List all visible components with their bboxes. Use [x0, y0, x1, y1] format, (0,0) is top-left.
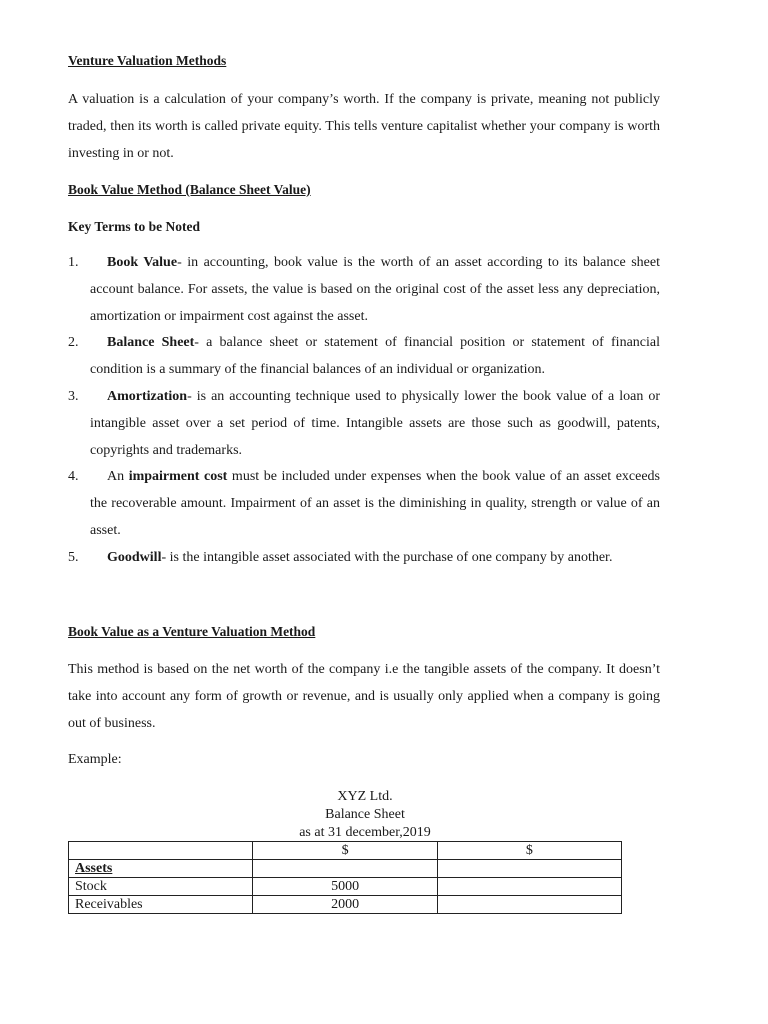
term-name: impairment cost — [128, 469, 228, 485]
section-heading-book-value-method: Book Value Method (Balance Sheet Value) — [68, 182, 311, 197]
method-paragraph: This method is based on the net worth of the company i.e the tangible assets of the company. It doesn’t take into account any form of growth or revenue, and is usually only applied when a company is going out of business. — [68, 662, 660, 731]
balance-sheet-title: Balance Sheet — [325, 807, 405, 822]
list-item — [68, 384, 660, 464]
table-cell: Stock — [69, 878, 253, 896]
table-header-cell — [69, 842, 253, 860]
table-row — [69, 896, 622, 914]
list-item — [68, 330, 660, 384]
term-name: Book Value — [107, 255, 178, 270]
table-header-cell: $ — [437, 842, 621, 860]
table-cell: Assets — [69, 860, 253, 878]
list-item-number: 4. — [68, 469, 79, 485]
key-terms-heading: Key Terms to be Noted — [68, 219, 200, 234]
term-name: Balance Sheet — [107, 335, 195, 351]
term-definition: must be included under expenses when the book value of an asset exceeds the recoverable amount. Impairment of an asset is the diminishing in quality, strength or value of an asset. — [90, 469, 660, 538]
list-item-number: 3. — [68, 388, 79, 404]
table-cell — [253, 860, 437, 878]
term-definition: - in accounting, book value is the worth of an asset according to its balance sheet account balance. For assets, the value is based on the original cost of the asset less any depreciation, amortization or impairment cost against the asset. — [90, 255, 660, 324]
table-header-row — [69, 842, 622, 860]
table-cell — [437, 860, 621, 878]
table-cell — [437, 896, 621, 914]
list-item — [68, 464, 660, 544]
term-definition: - a balance sheet or statement of financial position or statement of financial condition is a summary of the financial balances of an individual or organization. — [90, 335, 660, 378]
section-heading-book-value-venture: Book Value as a Venture Valuation Method — [68, 624, 316, 639]
example-label: Example: — [68, 752, 122, 767]
table-row — [69, 860, 622, 878]
table-cell: 5000 — [253, 878, 437, 896]
list-item-number: 5. — [68, 549, 79, 565]
balance-sheet-date: as at 31 december,2019 — [299, 825, 431, 840]
document-title: Venture Valuation Methods — [68, 53, 227, 68]
list-item — [68, 545, 660, 572]
table-cell — [437, 878, 621, 896]
balance-sheet-table — [68, 841, 622, 914]
list-item — [68, 250, 660, 330]
company-name: XYZ Ltd. — [337, 789, 393, 804]
table-header-cell: $ — [253, 842, 437, 860]
term-name: Goodwill — [107, 549, 162, 565]
list-item-number: 1. — [68, 255, 79, 270]
term-definition: - is the intangible asset associated with the purchase of one company by another. — [161, 549, 613, 565]
table-cell: Receivables — [69, 896, 253, 914]
intro-paragraph: A valuation is a calculation of your company’s worth. If the company is private, meaning not publicly traded, then its worth is called private equity. This tells venture capitalist whether your company is worth investing in or not. — [68, 92, 660, 161]
key-terms-list — [68, 250, 660, 572]
list-item-number: 2. — [68, 335, 79, 351]
term-definition: - is an accounting technique used to physically lower the book value of a loan or intangible asset over a set period of time. Intangible assets are those such as goodwill, patents, copyrights and trademarks. — [90, 388, 660, 458]
term-prefix: An — [107, 469, 129, 485]
table-cell: 2000 — [253, 896, 437, 914]
table-row — [69, 878, 622, 896]
term-name: Amortization — [107, 388, 188, 404]
